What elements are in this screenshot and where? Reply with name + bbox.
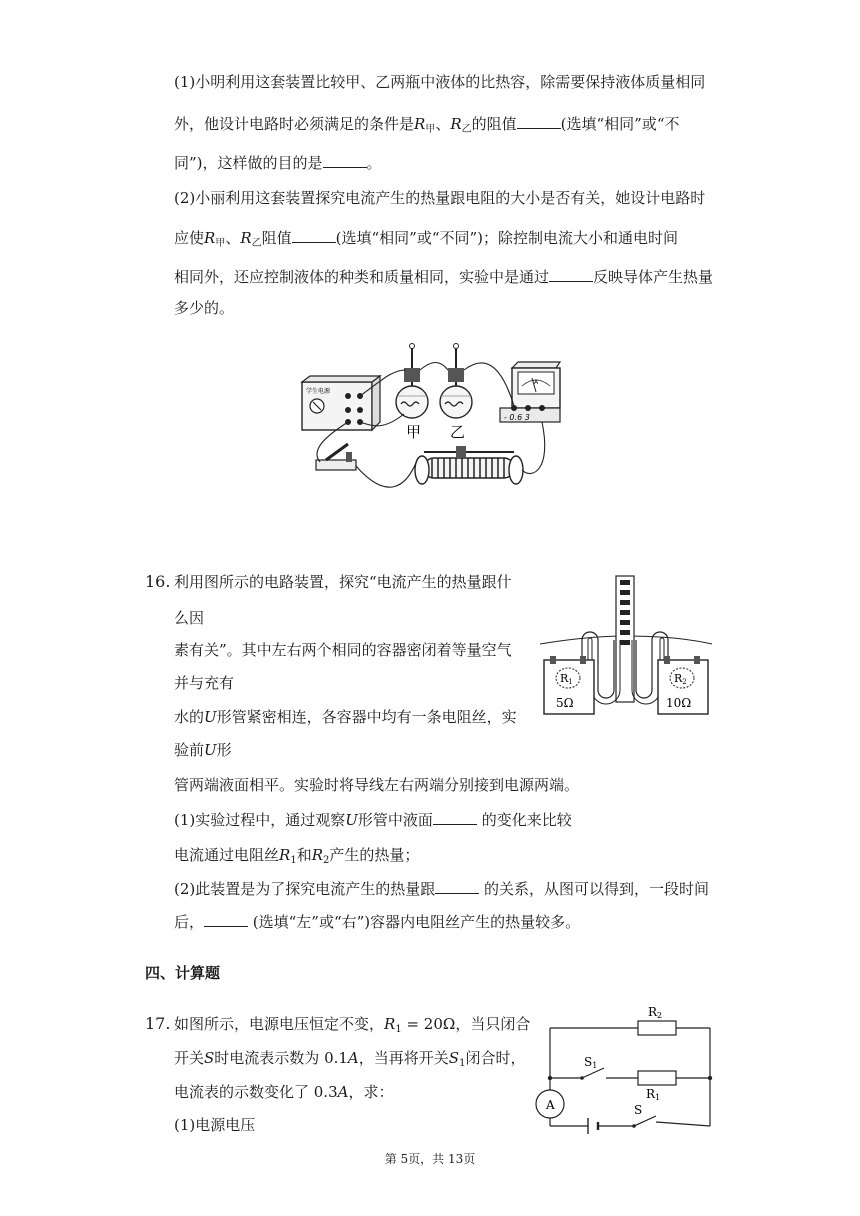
q16-part1-line1: (1)实验过程中，通过观察U形管中液面 的变化来比较 (174, 811, 572, 829)
fig-s-label: S (634, 1103, 643, 1117)
q16-line7: 管两端液面相平。实验时将导线左右两端分别接到电源两端。 (174, 776, 580, 794)
fig-r2-value: 10Ω (666, 696, 692, 710)
answer-blank[interactable] (204, 912, 248, 927)
q16-part2-line1: (2)此装置是为了探究电流产生的热量跟 的关系，从图可以得到，一段时间 (174, 880, 710, 898)
q15-part1-line3: 同”)，这样做的目的是 。 (174, 154, 382, 172)
container-right (658, 656, 708, 714)
flask-yi (440, 344, 472, 419)
q15-apparatus-figure (296, 340, 576, 512)
q16-u-tube-figure (536, 574, 716, 720)
ammeter-scale: - 0.6 3 (504, 413, 530, 422)
fig-s1-label: S1 (584, 1055, 598, 1070)
q16-line2: 么因 (174, 609, 205, 627)
answer-blank[interactable] (435, 879, 479, 894)
q16-line4: 并与充有 (174, 674, 235, 692)
q15-part1-line2: 外，他设计电路时必须满足的条件是$R_甲$、$R_乙$的阻值 (选填“相同”或“不 (174, 115, 680, 135)
fig-r2-label: R2 (648, 1006, 663, 1020)
q16-line1: 利用图所示的电路装置，探究“电流产生的热量跟什 (174, 573, 512, 591)
knife-switch (316, 444, 356, 470)
label-jia: 甲 (406, 423, 422, 441)
q17-circuit-figure (534, 1006, 718, 1140)
q15-part2-line4: 多少的。 (174, 299, 235, 317)
q16-part1-line2: 电流通过电阻丝$R_1$和$R_2$产生的热量； (174, 846, 420, 866)
section-heading: 四、计算题 (145, 964, 221, 982)
q17-line3: 电流表的示数变化了 0.3A，求： (174, 1083, 394, 1101)
q17-line2: 开关S时电流表示数为 0.1A，当再将开关$S_1$闭合时， (174, 1049, 526, 1069)
container-left (544, 656, 594, 714)
ammeter-symbol-label: A (546, 1098, 555, 1112)
fig-r1-label: R1 (646, 1087, 661, 1102)
q15-part1-line1: (1)小明利用这套装置比较甲、乙两瓶中液体的比热容，除需要保持液体质量相同 (174, 73, 706, 91)
label-yi: 乙 (450, 423, 466, 441)
answer-blank[interactable] (517, 114, 561, 129)
fig-r1-value: 5Ω (556, 696, 574, 710)
rheostat (415, 446, 523, 484)
answer-blank[interactable] (433, 810, 477, 825)
q15-part2-line1: (2)小丽利用这套装置探究电流产生的热量跟电阻的大小是否有关，她设计电路时 (174, 189, 706, 207)
q17-number: 17. (145, 1014, 171, 1033)
q16-line5: 水的U形管紧密相连，各容器中均有一条电阻丝，实 (174, 708, 517, 726)
flask-jia (396, 344, 428, 419)
fig-r2-label: R2 (674, 672, 687, 686)
power-supply (302, 376, 380, 430)
q17-line4: (1)电源电压 (174, 1116, 256, 1134)
page-footer: 第 5页，共 13页 (384, 1152, 476, 1166)
q16-number: 16. (145, 572, 171, 591)
answer-blank[interactable] (292, 228, 336, 243)
power-supply-label: 学生电源 (306, 388, 331, 395)
ammeter-label: A (534, 379, 539, 386)
q16-part2-line2: 后， (选填“左”或“右”)容器内电阻丝产生的热量较多。 (174, 913, 581, 931)
answer-blank[interactable] (549, 267, 593, 282)
answer-blank[interactable] (323, 153, 367, 168)
q15-part2-line2: 应使$R_甲$、$R_乙$阻值 (选填“相同”或“不同”)；除控制电流大小和通电时间 (174, 229, 679, 249)
q15-part2-line3: 相同外，还应控制液体的种类和质量相同，实验中是通过 反映导体产生热量 (174, 268, 714, 286)
q16-line6: 验前U形 (174, 741, 232, 759)
fig-r1-label: R1 (560, 672, 573, 686)
q17-line1: 如图所示，电源电压恒定不变，$R_1 = 20\Omega$，当只闭合 (174, 1015, 531, 1035)
q16-line3: 素有关”。其中左右两个相同的容器密闭着等量空气 (174, 641, 512, 659)
